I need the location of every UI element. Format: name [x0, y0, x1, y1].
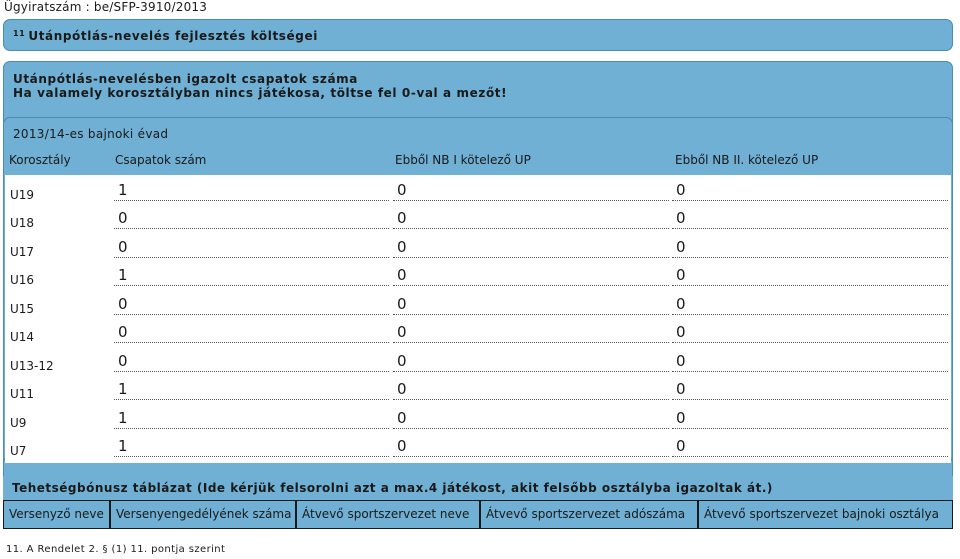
- table-row: [5, 260, 951, 288]
- nb2-count-field[interactable]: 0: [672, 378, 948, 400]
- nb1-count-field[interactable]: 0: [393, 236, 669, 258]
- table-row: [5, 175, 951, 203]
- age-group-label: U9: [10, 416, 27, 430]
- table-row: [5, 431, 951, 459]
- column-header-nb1: Ebből NB I kötelező UP: [395, 150, 667, 173]
- table-row: [5, 346, 951, 374]
- column-header-teams: Csapatok szám: [115, 150, 390, 173]
- nb2-count-field[interactable]: 0: [672, 350, 948, 372]
- nb1-count-field[interactable]: 0: [393, 378, 669, 400]
- footnote: 11. A Rendelet 2. § (1) 11. pontja szerint: [6, 544, 226, 555]
- age-group-label: U13-12: [10, 359, 54, 373]
- talent-bonus-columns: [3, 500, 953, 529]
- section-title: Utánpótlás-nevelés fejlesztés költségei: [28, 29, 318, 43]
- nb2-count-field[interactable]: 0: [672, 264, 948, 286]
- table-row: [5, 403, 951, 431]
- table-row: [5, 317, 951, 345]
- info-line-1: Utánpótlás-nevelésben igazolt csapatok száma: [13, 72, 358, 86]
- age-group-label: U15: [10, 302, 35, 316]
- nb2-count-field[interactable]: 0: [672, 293, 948, 315]
- table-row: [5, 289, 951, 317]
- teams-count-field[interactable]: 0: [114, 236, 389, 258]
- nb2-count-field[interactable]: 0: [672, 407, 948, 429]
- teams-count-field[interactable]: 1: [114, 179, 389, 201]
- team-count-table: [5, 175, 951, 463]
- teams-count-field[interactable]: 1: [114, 378, 389, 400]
- nb2-count-field[interactable]: 0: [672, 236, 948, 258]
- nb1-count-field[interactable]: 0: [393, 293, 669, 315]
- teams-count-field[interactable]: 0: [114, 350, 389, 372]
- section-header: [3, 19, 953, 51]
- column-header-player-name: Versenyző neve: [3, 500, 110, 529]
- column-header-club-name: Átvevő sportszervezet neve: [296, 500, 480, 529]
- teams-count-field[interactable]: 1: [114, 264, 389, 286]
- age-group-label: U19: [10, 188, 35, 202]
- nb1-count-field[interactable]: 0: [393, 407, 669, 429]
- column-header-age: Korosztály: [9, 150, 104, 173]
- nb1-count-field[interactable]: 0: [393, 350, 669, 372]
- nb2-count-field[interactable]: 0: [672, 179, 948, 201]
- nb2-count-field[interactable]: 0: [672, 207, 948, 229]
- footnote-marker: 11: [13, 29, 26, 38]
- age-group-label: U11: [10, 387, 35, 401]
- nb1-count-field[interactable]: 0: [393, 435, 669, 457]
- nb2-count-field[interactable]: 0: [672, 321, 948, 343]
- column-header-club-tax-number: Átvevő sportszervezet adószáma: [480, 500, 698, 529]
- document-reference: Ügyiratszám : be/SFP-3910/2013: [4, 0, 208, 14]
- season-title: 2013/14-es bajnoki évad: [13, 127, 169, 141]
- nb1-count-field[interactable]: 0: [393, 179, 669, 201]
- teams-count-field[interactable]: 1: [114, 435, 389, 457]
- table-row: [5, 232, 951, 260]
- teams-count-field[interactable]: 1: [114, 407, 389, 429]
- age-group-label: U18: [10, 216, 35, 230]
- talent-bonus-header: [3, 476, 953, 500]
- column-header-club-division: Átvevő sportszervezet bajnoki osztálya: [698, 500, 953, 529]
- age-group-label: U17: [10, 245, 35, 259]
- nb1-count-field[interactable]: 0: [393, 207, 669, 229]
- teams-count-field[interactable]: 0: [114, 321, 389, 343]
- talent-bonus-title: Tehetségbónusz táblázat (Ide kérjük felsorolni azt a max.4 játékost, akit felsőbb osztályba igazoltak át.): [12, 481, 773, 495]
- info-line-2: Ha valamely korosztályban nincs játékosa, töltse fel 0-val a mezőt!: [13, 86, 508, 100]
- age-group-label: U16: [10, 273, 35, 287]
- nb1-count-field[interactable]: 0: [393, 264, 669, 286]
- teams-count-field[interactable]: 0: [114, 293, 389, 315]
- nb1-count-field[interactable]: 0: [393, 321, 669, 343]
- nb2-count-field[interactable]: 0: [672, 435, 948, 457]
- age-group-label: U7: [10, 444, 27, 458]
- age-group-label: U14: [10, 330, 35, 344]
- column-header-nb2: Ebből NB II. kötelező UP: [675, 150, 947, 173]
- column-header-license-number: Versenyengedélyének száma: [110, 500, 296, 529]
- table-row: [5, 374, 951, 402]
- table-row: [5, 203, 951, 231]
- teams-count-field[interactable]: 0: [114, 207, 389, 229]
